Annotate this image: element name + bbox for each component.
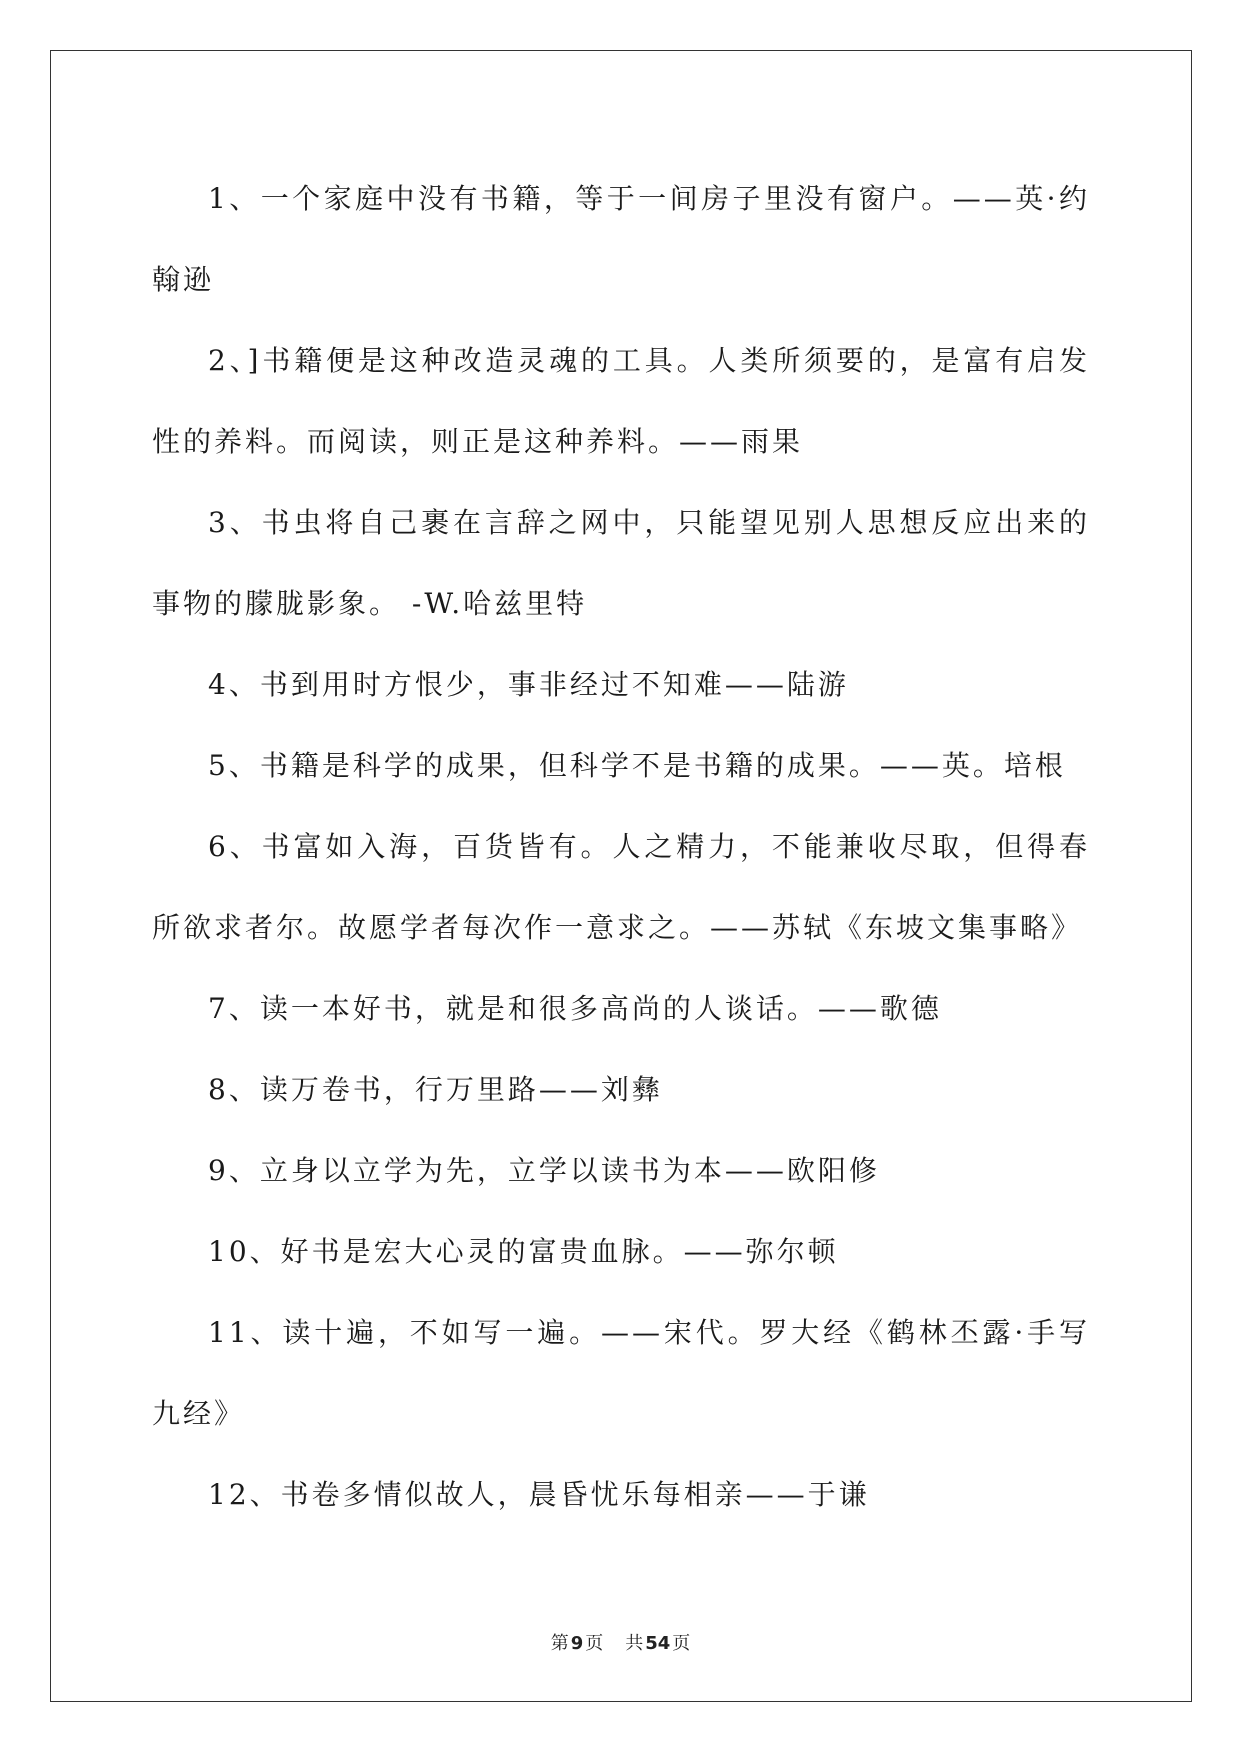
quote-paragraph-3: 3、书虫将自己裹在言辞之网中，只能望见别人思想反应出来的事物的朦胧影象。 -W.哈兹里特 [152, 506, 1090, 620]
quote-paragraph-7: 7、读一本好书，就是和很多高尚的人谈话。——歌德 [208, 992, 942, 1025]
quote-paragraph-10: 10、好书是宏大心灵的富贵血脉。——弥尔顿 [208, 1235, 839, 1268]
page-prefix: 第 [550, 1633, 569, 1654]
page-footer [0, 1629, 1241, 1655]
quote-paragraph-2: 2、]书籍便是这种改造灵魂的工具。人类所须要的，是富有启发性的养料。而阅读，则正是这种养料。——雨果 [152, 344, 1090, 458]
quote-paragraph-1: 1、一个家庭中没有书籍，等于一间房子里没有窗户。——英·约翰逊 [152, 182, 1090, 296]
total-prefix: 共 [625, 1633, 644, 1654]
quote-paragraph-11: 11、读十遍，不如写一遍。——宋代。罗大经《鹤林丕露·手写九经》 [152, 1316, 1090, 1430]
quote-paragraph-9: 9、立身以立学为先，立学以读书为本——欧阳修 [208, 1154, 880, 1187]
current-page-number: 9 [570, 1633, 584, 1654]
quote-paragraph-5: 5、书籍是科学的成果，但科学不是书籍的成果。——英。培根 [208, 749, 1066, 782]
quote-paragraph-12: 12、书卷多情似故人，晨昏忧乐每相亲——于谦 [208, 1478, 870, 1511]
document-body [152, 158, 1090, 1535]
page-suffix: 页 [585, 1633, 604, 1654]
quote-paragraph-4: 4、书到用时方恨少，事非经过不知难——陆游 [208, 668, 849, 701]
total-page-count: 54 [645, 1633, 671, 1654]
total-suffix: 页 [672, 1633, 691, 1654]
quote-paragraph-8: 8、读万卷书，行万里路——刘彝 [208, 1073, 663, 1106]
quote-paragraph-6: 6、书富如入海，百货皆有。人之精力，不能兼收尽取，但得春所欲求者尔。故愿学者每次作一意求之。——苏轼《东坡文集事略》 [152, 830, 1090, 944]
